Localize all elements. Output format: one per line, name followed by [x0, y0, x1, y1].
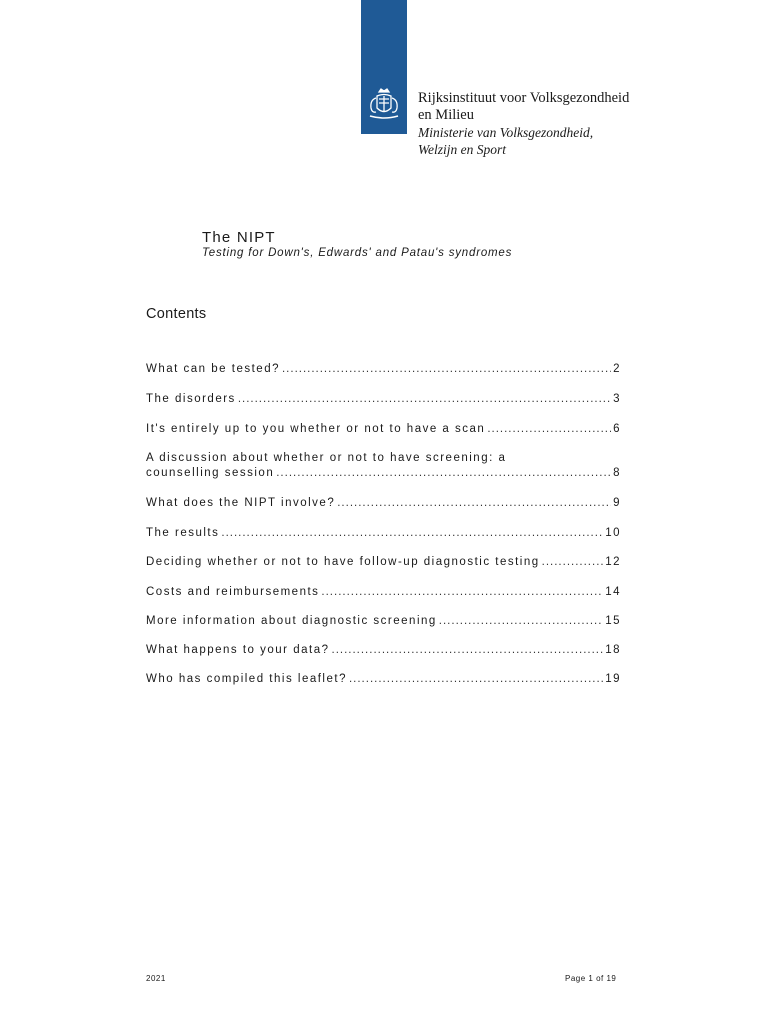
- toc-leader-dots: [542, 555, 604, 570]
- document-subtitle: Testing for Down's, Edwards' and Patau's syndromes: [202, 247, 513, 259]
- ministry-line-2: Welzijn en Sport: [418, 142, 507, 157]
- toc-entry-title: Deciding whether or not to have follow-up diagnostic testing: [146, 556, 540, 568]
- toc-entry[interactable]: [146, 392, 621, 407]
- toc-entry[interactable]: [146, 526, 621, 541]
- toc-entry-page: 6: [613, 423, 621, 435]
- toc-entry-title: counselling session: [146, 467, 275, 479]
- document-title: The NIPT: [202, 229, 276, 246]
- toc-entry-title: It's entirely up to you whether or not to have a scan: [146, 423, 486, 435]
- toc-entry-page: 10: [605, 527, 621, 539]
- toc-leader-dots: [276, 466, 611, 481]
- logo-bar: [361, 0, 407, 134]
- toc-entry-page: 12: [605, 556, 621, 568]
- toc-entry-title: What happens to your data?: [146, 644, 330, 656]
- toc-entry[interactable]: [146, 496, 621, 511]
- toc-entry-title: The disorders: [146, 393, 236, 405]
- toc-leader-dots: [282, 362, 611, 377]
- toc-leader-dots: [439, 614, 603, 629]
- org-name-line-1: Rijksinstituut voor Volksgezondheid: [418, 90, 630, 106]
- toc-leader-dots: [349, 672, 603, 687]
- toc-entry-page: 14: [605, 586, 621, 598]
- toc-leader-dots: [221, 526, 603, 541]
- toc-entry[interactable]: [146, 614, 621, 629]
- toc-leader-dots: [321, 585, 603, 600]
- toc-entry[interactable]: [146, 362, 621, 377]
- toc-entry[interactable]: [146, 585, 621, 600]
- toc-entry-page: 2: [613, 363, 621, 375]
- toc-entry-title: What does the NIPT involve?: [146, 497, 336, 509]
- royal-crest-icon: [365, 86, 403, 124]
- toc-entry-page: 19: [605, 673, 621, 685]
- toc-entry-page: 3: [613, 393, 621, 405]
- toc-entry-page: 8: [613, 467, 621, 479]
- ministry-line-1: Ministerie van Volksgezondheid,: [418, 125, 594, 140]
- toc-entry[interactable]: [146, 451, 621, 481]
- toc-entry-title: The results: [146, 527, 220, 539]
- toc-leader-dots: [332, 643, 604, 658]
- toc-entry[interactable]: [146, 422, 621, 437]
- toc-leader-dots: [487, 422, 611, 437]
- toc-entry-page: 15: [605, 615, 621, 627]
- toc-entry[interactable]: [146, 672, 621, 687]
- organization-name: [418, 90, 629, 158]
- toc-entry-page: 18: [605, 644, 621, 656]
- toc-entry-title: Who has compiled this leaflet?: [146, 673, 347, 685]
- toc-entry[interactable]: [146, 555, 621, 570]
- org-name-line-2: en Milieu: [418, 107, 474, 123]
- contents-heading: Contents: [146, 306, 207, 322]
- footer-page-number: Page 1 of 19: [565, 974, 617, 983]
- toc-leader-dots: [238, 392, 611, 407]
- toc-entry-title: More information about diagnostic screening: [146, 615, 437, 627]
- toc-entry-page: 9: [613, 497, 621, 509]
- toc-entry-title: What can be tested?: [146, 363, 280, 375]
- toc-entry[interactable]: [146, 643, 621, 658]
- toc-leader-dots: [337, 496, 611, 511]
- toc-entry-title: Costs and reimbursements: [146, 586, 320, 598]
- footer-year: 2021: [146, 974, 166, 983]
- toc-entry-title-line-1: A discussion about whether or not to have screening: a: [146, 452, 507, 464]
